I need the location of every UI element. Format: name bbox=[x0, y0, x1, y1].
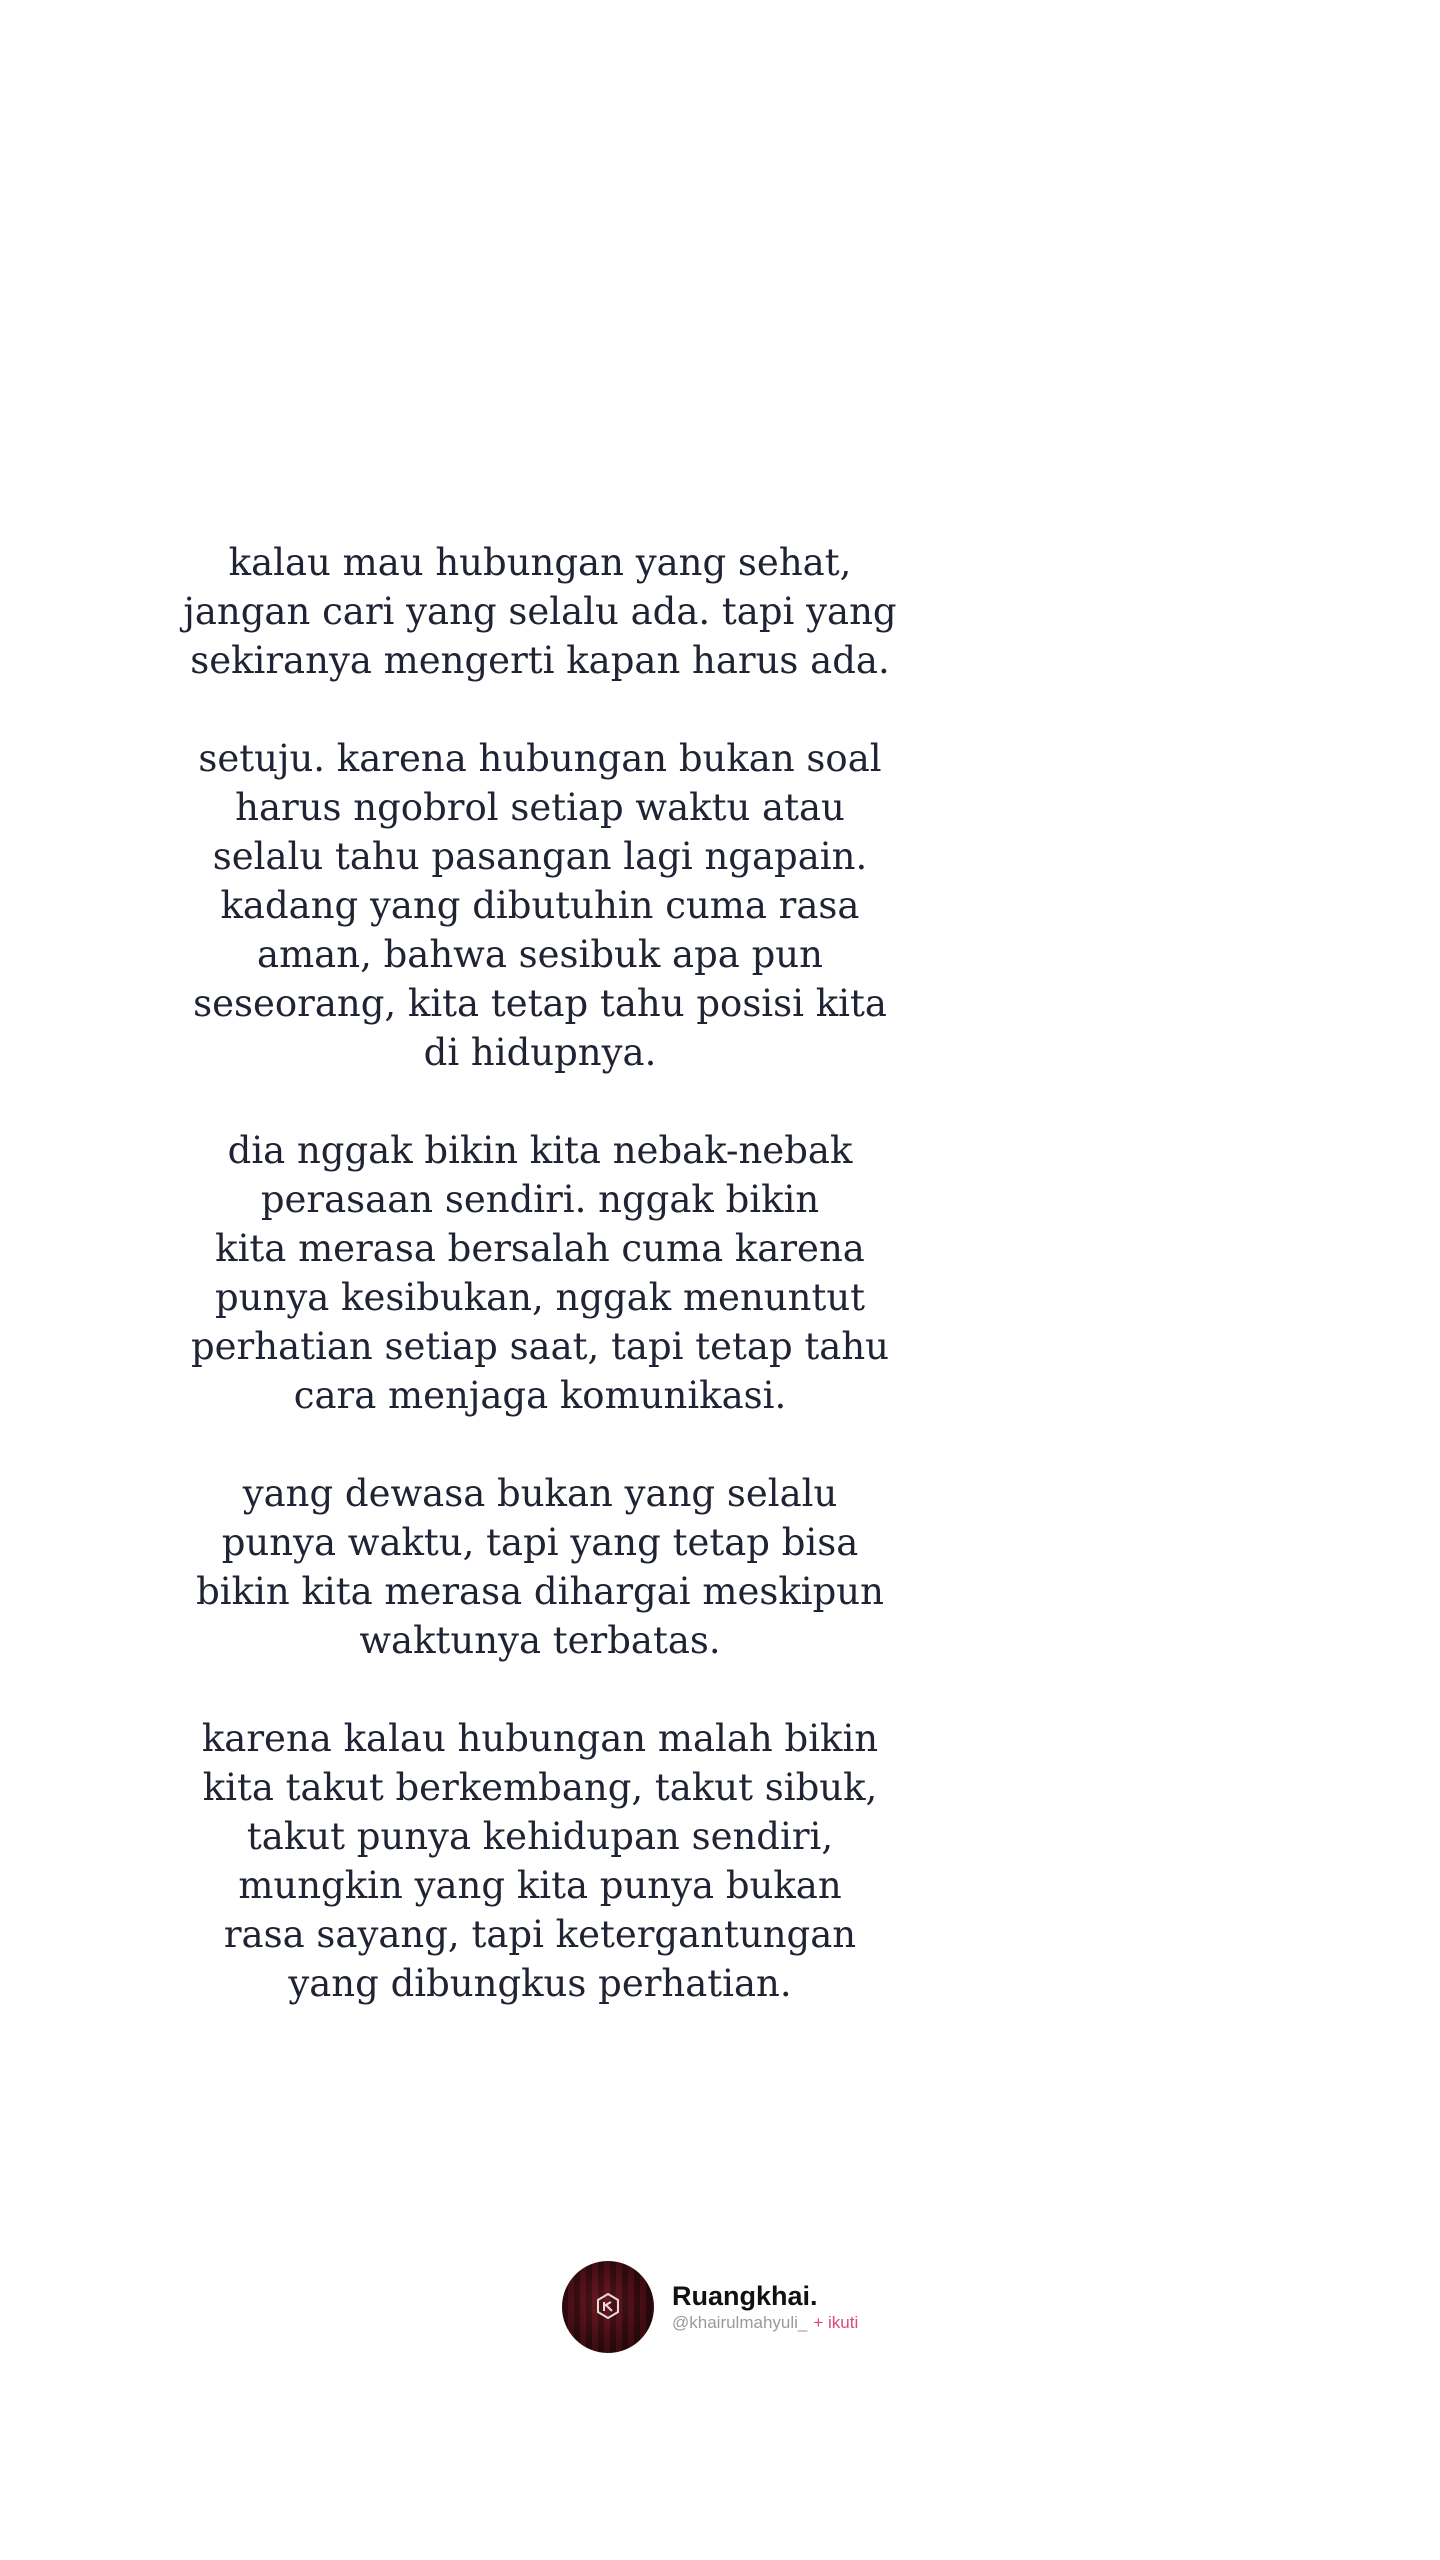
poem-text bbox=[140, 538, 940, 2057]
poem-line: aman, bahwa sesibuk apa pun bbox=[257, 933, 823, 976]
poem-line: setuju. karena hubungan bukan soal bbox=[198, 737, 882, 780]
poem-line: kadang yang dibutuhin cuma rasa bbox=[220, 884, 860, 927]
follow-button[interactable]: + ikuti bbox=[813, 2313, 859, 2332]
poem-line: jangan cari yang selalu ada. tapi yang bbox=[183, 590, 897, 633]
poem-line: takut punya kehidupan sendiri, bbox=[246, 1815, 834, 1858]
poem-line: di hidupnya. bbox=[423, 1031, 657, 1074]
poem-line: punya kesibukan, nggak menuntut bbox=[214, 1276, 866, 1319]
poem-line: rasa sayang, tapi ketergantungan bbox=[223, 1913, 857, 1956]
poem-line: mungkin yang kita punya bukan bbox=[238, 1864, 842, 1907]
poem-line: kalau mau hubungan yang sehat, bbox=[228, 541, 852, 584]
poem-line: harus ngobrol setiap waktu atau bbox=[235, 786, 845, 829]
poem-line: kita takut berkembang, takut sibuk, bbox=[202, 1766, 878, 1809]
profile-subline bbox=[672, 2312, 858, 2334]
poem-line: yang dibungkus perhatian. bbox=[288, 1962, 792, 2005]
poem-line: bikin kita merasa dihargai meskipun bbox=[196, 1570, 884, 1613]
poem-line: seseorang, kita tetap tahu posisi kita bbox=[193, 982, 887, 1025]
brand-logo-icon bbox=[596, 2293, 620, 2319]
poem-line: cara menjaga komunikasi. bbox=[293, 1374, 787, 1417]
poem-line: perhatian setiap saat, tapi tetap tahu bbox=[190, 1325, 890, 1368]
poem-line: punya waktu, tapi yang tetap bisa bbox=[221, 1521, 859, 1564]
profile-handle[interactable]: @khairulmahyuli_ bbox=[672, 2313, 808, 2332]
poem-line: karena kalau hubungan malah bikin bbox=[201, 1717, 879, 1760]
stanza-4 bbox=[140, 1469, 940, 1665]
profile-name[interactable]: Ruangkhai. bbox=[672, 2281, 818, 2311]
poem-line: selalu tahu pasangan lagi ngapain. bbox=[212, 835, 868, 878]
profile-card[interactable] bbox=[562, 2261, 858, 2353]
stanza-5 bbox=[140, 1714, 940, 2008]
poem-line: sekiranya mengerti kapan harus ada. bbox=[190, 639, 890, 682]
poem-line: dia nggak bikin kita nebak-nebak bbox=[227, 1129, 853, 1172]
profile-info bbox=[672, 2280, 858, 2334]
poem-line: yang dewasa bukan yang selalu bbox=[242, 1472, 838, 1515]
stanza-3 bbox=[140, 1126, 940, 1420]
stanza-2 bbox=[140, 734, 940, 1077]
stanza-1 bbox=[140, 538, 940, 685]
avatar[interactable] bbox=[562, 2261, 654, 2353]
poem-line: waktunya terbatas. bbox=[359, 1619, 721, 1662]
poem-line: kita merasa bersalah cuma karena bbox=[215, 1227, 865, 1270]
poem-line: perasaan sendiri. nggak bikin bbox=[260, 1178, 820, 1221]
